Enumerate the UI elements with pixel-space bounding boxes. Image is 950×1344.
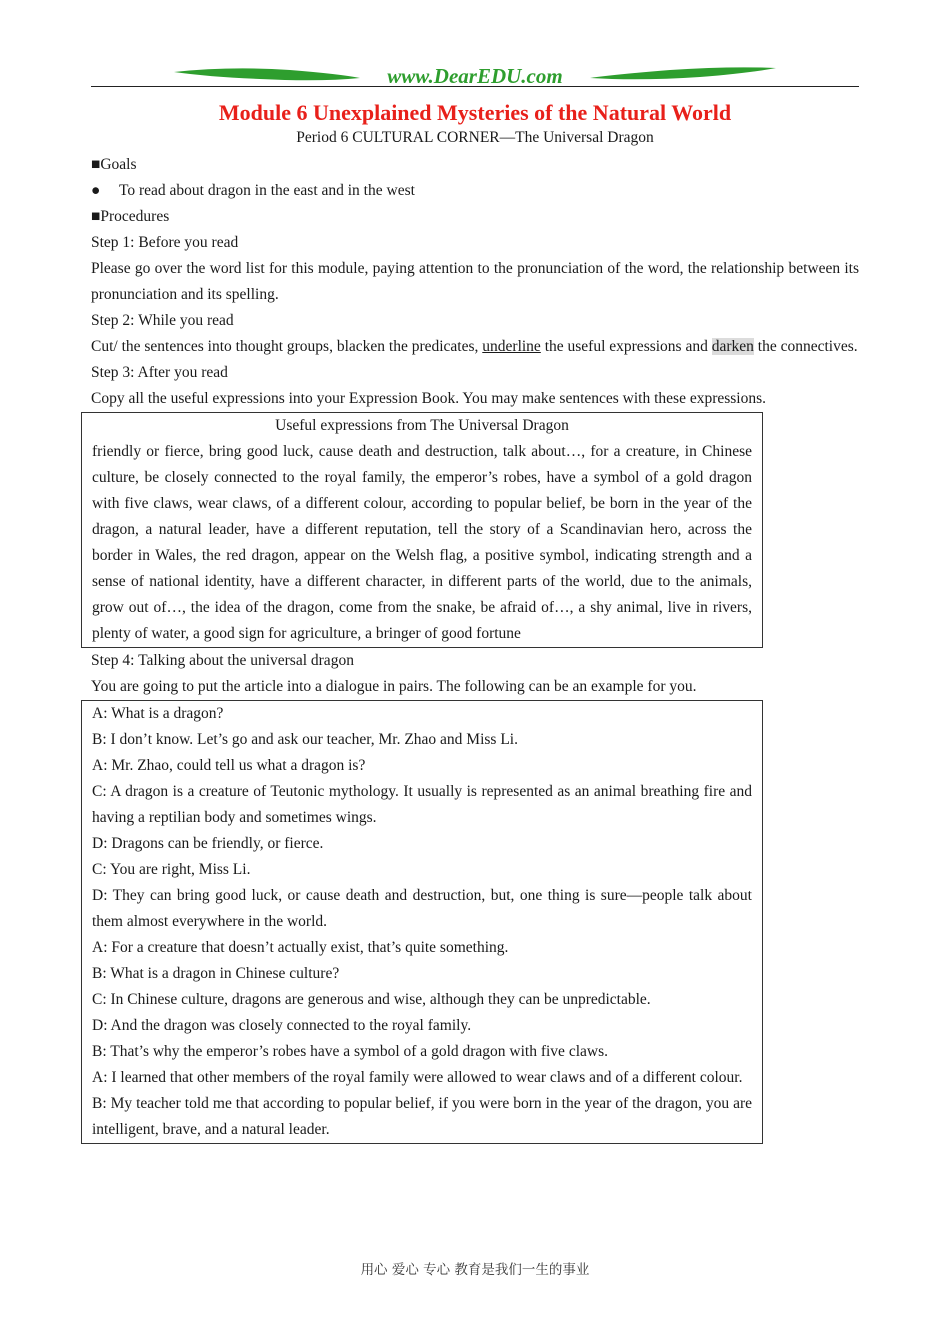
site-logo-text: www.DearEDU.com <box>387 64 563 88</box>
dialogue-line: D: Dragons can be friendly, or fierce. <box>92 835 324 852</box>
goal-text: To read about dragon in the east and in the west <box>119 182 415 199</box>
dialogue-line: A: For a creature that doesn’t actually exist, that’s quite something. <box>92 939 509 956</box>
document-body <box>91 152 859 1144</box>
dialogue-line: C: In Chinese culture, dragons are generous and wise, although they can be unpredictable. <box>92 991 651 1008</box>
dialogue-line: B: I don’t know. Let’s go and ask our teacher, Mr. Zhao and Miss Li. <box>92 731 518 748</box>
dialogue-line: A: I learned that other members of the royal family were allowed to wear claws and of a different colour. <box>92 1069 743 1086</box>
bullet-icon: ● <box>91 182 101 199</box>
page-title: Module 6 Unexplained Mysteries of the Natural World <box>218 100 732 125</box>
dialogue-line: B: That’s why the emperor’s robes have a symbol of a gold dragon with five claws. <box>92 1043 608 1060</box>
expressions-box-title: Useful expressions from The Universal Dragon <box>275 417 569 434</box>
dialogue-line: B: My teacher told me that according to popular belief, if you were born in the year of the dragon, you are intelligent, brave, and a natural leader. <box>92 1095 752 1138</box>
expressions-box <box>81 412 763 648</box>
step2-text-part: the useful expressions and <box>540 338 712 355</box>
page-subtitle: Period 6 CULTURAL CORNER—The Universal Dragon <box>296 129 654 146</box>
step4-heading: Step 4: Talking about the universal dragon <box>91 652 354 669</box>
step4-text: You are going to put the article into a dialogue in pairs. The following can be an example for you. <box>91 678 697 695</box>
step2-text-part: Cut/ the sentences into thought groups, blacken the predicates, <box>91 338 483 355</box>
step3-text: Copy all the useful expressions into your Expression Book. You may make sentences with these expressions. <box>91 390 767 407</box>
step3-heading: Step 3: After you read <box>91 364 228 381</box>
goals-heading: ■Goals <box>91 156 137 173</box>
procedures-heading: ■Procedures <box>91 208 170 225</box>
dialogue-line: D: They can bring good luck, or cause death and destruction, but, one thing is sure—people talk about them almost everywhere in the world. <box>92 887 752 930</box>
step2-heading: Step 2: While you read <box>91 312 234 329</box>
step1-heading: Step 1: Before you read <box>91 234 239 251</box>
darken-word: darken <box>711 338 754 355</box>
header-rule <box>91 86 859 87</box>
goal-item <box>91 178 859 204</box>
step2-text-part: the connectives. <box>753 338 858 355</box>
step2-text <box>91 334 859 360</box>
step1-text: Please go over the word list for this module, paying attention to the pronunciation of the word, the relationship between its pronunciation and its spelling. <box>91 260 859 303</box>
dialogue-box <box>81 700 763 1144</box>
dialogue-line: D: And the dragon was closely connected to the royal family. <box>92 1017 472 1034</box>
dialogue-line: B: What is a dragon in Chinese culture? <box>92 965 340 982</box>
page-footer: 用心 爱心 专心 教育是我们一生的事业 <box>360 1262 590 1278</box>
dialogue-line: A: What is a dragon? <box>92 705 224 722</box>
dialogue-line: A: Mr. Zhao, could tell us what a dragon is? <box>92 757 366 774</box>
underline-word: underline <box>482 338 541 355</box>
dialogue-line: C: A dragon is a creature of Teutonic mythology. It usually is represented as an animal breathing fire and having a reptilian body and sometimes wings. <box>92 783 752 826</box>
dialogue-line: C: You are right, Miss Li. <box>92 861 251 878</box>
expressions-box-text: friendly or fierce, bring good luck, cause death and destruction, talk about…, for a creature, in Chinese culture, be closely connected to the royal family, the emperor’s robes, have a symbol of a gold dragon with five claws, wear claws, of a different colour, according to popular belief, be born in the year of the dragon, a natural leader, have a different reputation, tell the story of a Scandinavian hero, across the border in Wales, the red dragon, appear on the Welsh flag, a positive symbol, indicating strength and a sense of national identity, have a different character, in different parts of the world, due to the animals, grow out of…, the idea of the dragon, come from the snake, be afraid of…, a shy animal, live in rivers, plenty of water, a good sign for agriculture, a bringer of good fortune <box>92 443 752 642</box>
